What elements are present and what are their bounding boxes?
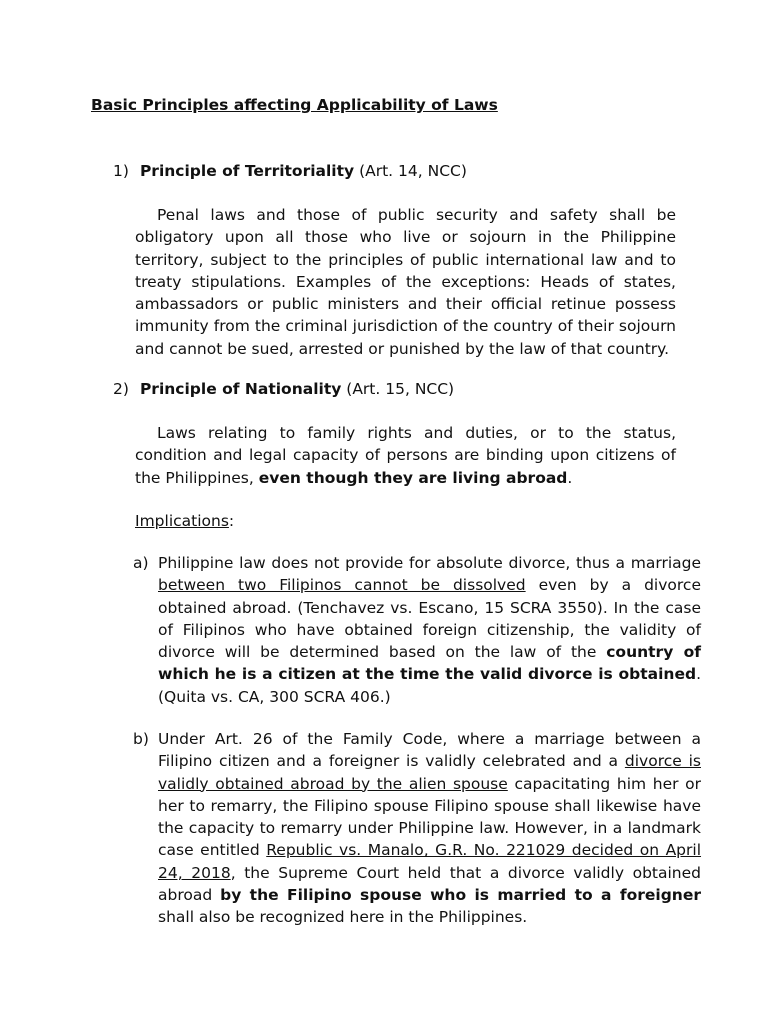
item-text: , the Supreme Court held that a divorce validly obtained abroad [158,863,701,905]
paragraph-text: Laws relating to family rights and duties, or to the status, condition and legal capacity of persons are binding upon citizens of the Philippines, [135,424,676,487]
item-text: . (Quita vs. CA, 300 SCRA 406.) [158,665,701,706]
item-text: capacitating him her or her to remarry, the Filipino spouse Filipino spouse shall likewise have the capacity to remarry under Philippine law. However, in a landmark case entitled [158,774,702,860]
implication-item-b [133,728,701,929]
item-underlined-text: Republic vs. Manalo, G.R. No. 221029 decided on April 24, 2018 [158,841,702,882]
section-reference: (Art. 15, NCC) [346,380,455,398]
nationality-paragraph [135,422,676,489]
item-text: Under Art. 26 of the Family Code, where a marriage between a Filipino citizen and a foreigner is validly celebrated and a [158,730,701,771]
implications-colon: : [228,512,235,530]
item-bold-text: country of which he is a citizen at the time the valid divorce is obtained [158,643,701,684]
item-text: even by a divorce obtained abroad. (Tenchavez vs. Escano, 15 SCRA 3550). In the case of Filipinos who have obtained foreign citizenship, the validity of divorce will be determined based on the law of the [158,576,701,662]
paragraph-emphasis: even though they are living abroad [258,468,568,487]
item-text: Philippine law does not provide for absolute divorce, thus a marriage [158,554,701,572]
implications-text: Implications [135,512,229,530]
implication-item-a [133,552,701,708]
section-title: Principle of Territoriality [139,162,355,180]
section-reference: (Art. 14, NCC) [359,162,467,180]
document-title: Basic Principles affecting Applicability of Laws [91,96,498,114]
paragraph-end: . [567,468,573,487]
section-heading-nationality [113,378,673,400]
section-number: 2) [113,380,129,398]
item-underlined-text: between two Filipinos cannot be dissolved [158,576,526,595]
item-text: shall also be recognized here in the Philippines. [158,908,528,927]
section-heading-territoriality [113,160,673,182]
item-bold-text: by the Filipino spouse who is married to a foreigner [220,886,701,905]
implications-label [135,510,234,532]
section-title: Principle of Nationality [139,380,342,398]
territoriality-paragraph: Penal laws and those of public security and safety shall be obligatory upon all those who live or sojourn in the Philippine territory, subject to the principles of public international law and to treaty stipulations. Examples of the exceptions: Heads of states, ambassadors or public ministers and their official retinue possess immunity from the criminal jurisdiction of the country of their sojourn and cannot be sued, arrested or punished by the law of that country. [135,206,676,358]
item-underlined-text: divorce is validly obtained abroad by the alien spouse [158,752,701,793]
section-number: 1) [113,162,129,180]
item-marker: a) [133,554,149,572]
item-marker: b) [133,730,149,748]
